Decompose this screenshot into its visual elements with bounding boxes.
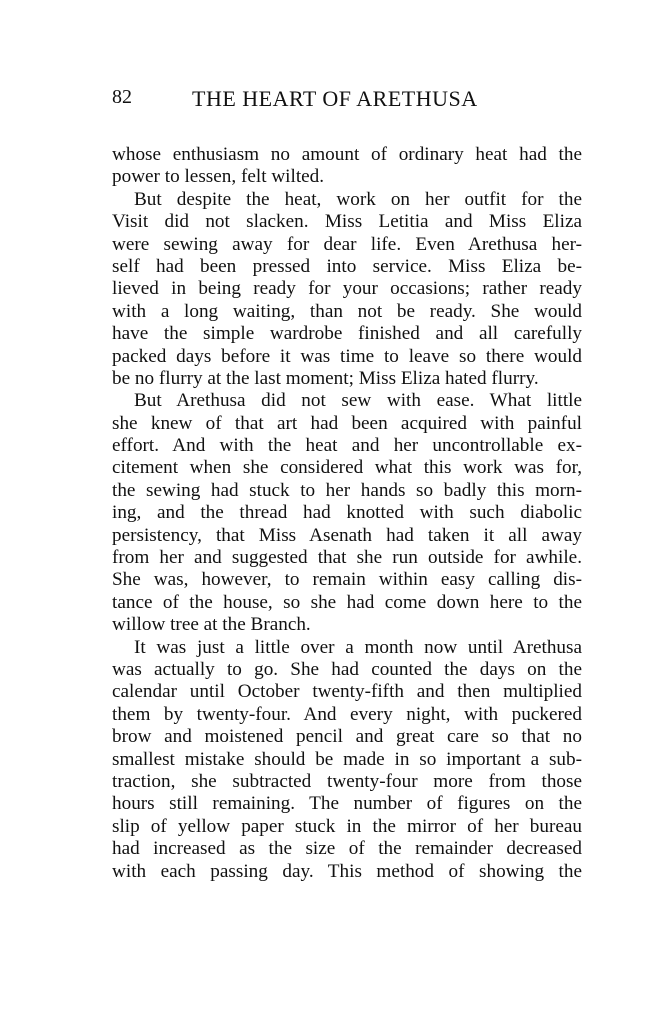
text-line: power to lessen, felt wilted. xyxy=(112,166,325,188)
text-line: packed days before it was time to leave so there would xyxy=(112,345,582,367)
body-text xyxy=(112,144,582,883)
text-line: Visit did not slacken. Miss Letitia and Miss Eliza xyxy=(112,211,582,233)
text-line: willow tree at the Branch. xyxy=(112,614,311,636)
text-line: from her and suggested that she run outside for awhile. xyxy=(112,547,582,569)
text-line: It was just a little over a month now until Arethusa xyxy=(134,636,582,658)
text-line: she knew of that art had been acquired with painful xyxy=(112,412,582,434)
text-line: persistency, that Miss Asenath had taken it all away xyxy=(112,524,582,546)
text-line: traction, she subtracted twenty-four more from those xyxy=(112,770,582,792)
text-line: calendar until October twenty-fifth and then multiplied xyxy=(112,681,582,703)
text-line: them by twenty-four. And every night, with puckered xyxy=(112,703,582,725)
text-line: citement when she considered what this work was for, xyxy=(112,457,582,479)
text-line: self had been pressed into service. Miss Eliza be- xyxy=(112,255,582,277)
running-title: THE HEART OF ARETHUSA xyxy=(192,86,478,111)
text-line: tance of the house, so she had come down here to the xyxy=(112,591,582,613)
text-line: slip of yellow paper stuck in the mirror of her bureau xyxy=(112,815,582,837)
text-line: effort. And with the heat and her uncontrollable ex- xyxy=(112,435,582,457)
text-line: lieved in being ready for your occasions; rather ready xyxy=(112,278,582,300)
text-line: ing, and the thread had knotted with such diabolic xyxy=(112,502,582,524)
text-line: have the simple wardrobe finished and all carefully xyxy=(112,323,582,345)
text-line: But despite the heat, work on her outfit for the xyxy=(134,188,582,210)
text-line: with a long waiting, than not be ready. She would xyxy=(112,300,582,322)
text-line: the sewing had stuck to her hands so badly this morn- xyxy=(112,479,582,501)
text-line: brow and moistened pencil and great care so that no xyxy=(112,726,582,748)
text-line: be no flurry at the last moment; Miss Eliza hated flurry. xyxy=(112,367,539,389)
page-number: 82 xyxy=(112,86,132,108)
text-line: hours still remaining. The number of figures on the xyxy=(112,793,582,815)
text-line: But Arethusa did not sew with ease. What little xyxy=(134,390,582,412)
text-line: was actually to go. She had counted the days on the xyxy=(112,658,582,680)
text-line: had increased as the size of the remainder decreased xyxy=(112,838,582,860)
text-line: smallest mistake should be made in so important a sub- xyxy=(112,748,582,770)
text-line: She was, however, to remain within easy calling dis- xyxy=(112,569,582,591)
text-line: were sewing away for dear life. Even Arethusa her- xyxy=(112,233,582,255)
text-line: whose enthusiasm no amount of ordinary heat had the xyxy=(112,144,582,165)
running-header xyxy=(112,86,582,114)
text-line: with each passing day. This method of showing the xyxy=(112,860,582,882)
